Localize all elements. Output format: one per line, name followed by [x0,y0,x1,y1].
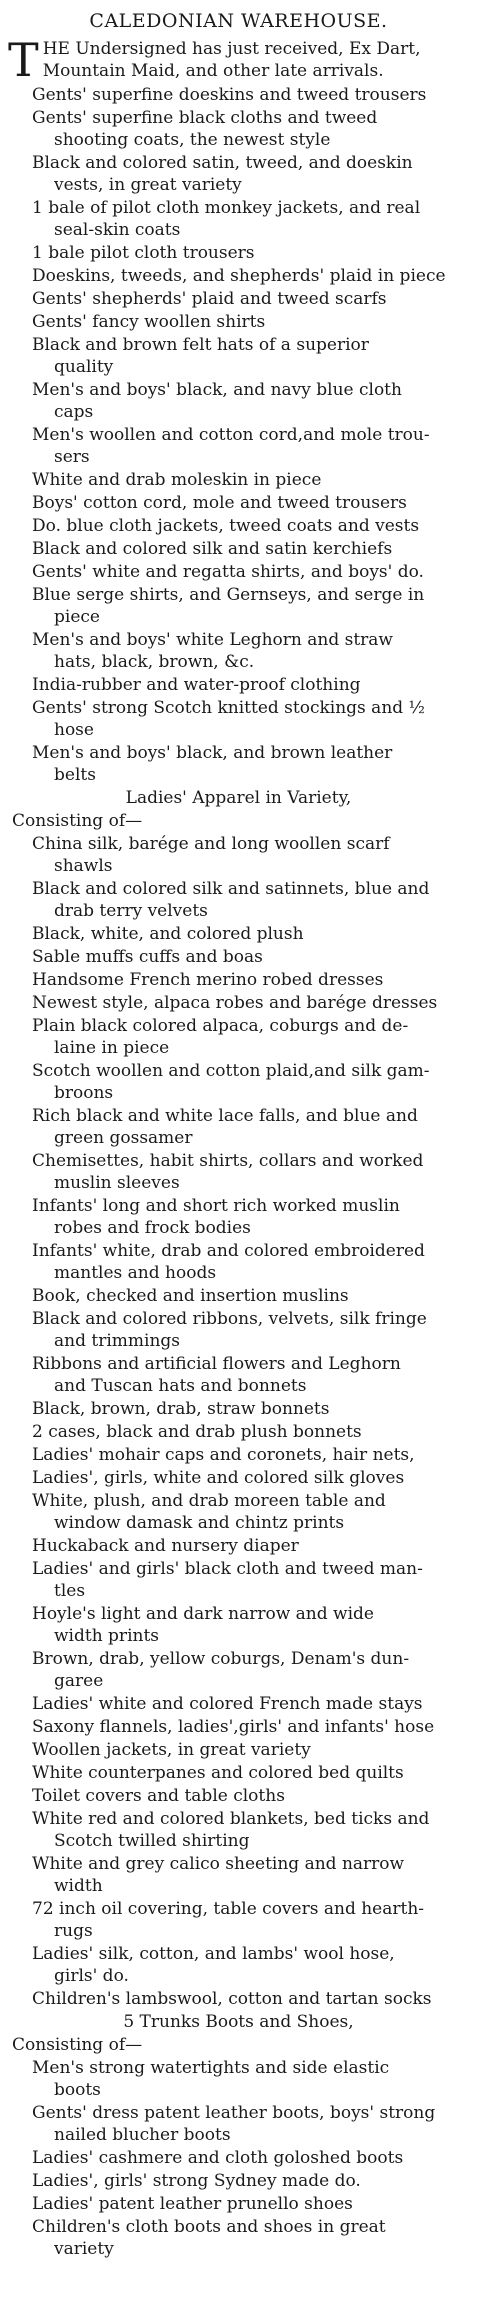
list-item-continuation: Scotch twilled shirting [54,1831,250,1851]
list-item-continuation: width prints [54,1626,160,1646]
list-item-line: Ladies', girls, white and colored silk gloves [32,1468,405,1488]
list-item-continuation: nailed blucher boots [54,2125,231,2145]
list-item [32,242,469,264]
list-item-line: Newest style, alpaca robes and barége dresses [32,993,438,1013]
list-item-continuation: hats, black, brown, &c. [54,652,255,672]
list-item [32,697,469,741]
list-item-line: Black and colored silk and satin kerchiefs [32,539,393,559]
list-item [32,515,469,537]
list-item-continuation: girls' do. [54,1966,129,1986]
list-item [32,1693,469,1715]
list-item [32,1988,469,2010]
list-item-continuation: drab terry velvets [54,901,208,921]
consisting-of-ladies: Consisting of— [12,811,143,831]
list-item-line: 2 cases, black and drab plush bonnets [32,1422,362,1442]
list-item [32,833,469,877]
list-item-continuation: robes and frock bodies [54,1218,251,1238]
list-item-line: Ladies' and girls' black cloth and tweed man- [32,1559,423,1579]
list-item [32,742,469,786]
list-item [32,1467,469,1489]
list-item-line: Men's strong watertights and side elastic [32,2058,390,2078]
list-item-continuation: garee [54,1671,104,1691]
list-item [32,1150,469,1194]
list-item-line: Huckaback and nursery diaper [32,1536,299,1556]
list-item-line: Ladies' white and colored French made stays [32,1694,423,1714]
list-item-continuation: vests, in great variety [54,175,242,195]
list-item [32,2193,469,2215]
list-item [32,2102,469,2146]
list-item-continuation: piece [54,607,100,627]
drop-cap: T [8,33,39,87]
list-item [32,1943,469,1987]
list-item [32,674,469,696]
list-item-line: Ladies' patent leather prunello shoes [32,2194,353,2214]
list-item-line: Ladies' silk, cotton, and lambs' wool hose, [32,1944,395,1964]
list-item [32,311,469,333]
list-item-line: Gents' dress patent leather boots, boys' strong [32,2103,436,2123]
list-item-line: Gents' white and regatta shirts, and boys' do. [32,562,424,582]
list-item-continuation: variety [54,2239,114,2259]
consisting-of-boots: Consisting of— [12,2035,143,2055]
list-item [32,561,469,583]
list-item-line: Ladies' mohair caps and coronets, hair nets, [32,1445,415,1465]
list-item [32,1240,469,1284]
list-item [32,2216,469,2260]
list-item [32,1308,469,1352]
list-item [32,1558,469,1602]
list-item [32,1853,469,1897]
list-item-continuation: laine in piece [54,1038,170,1058]
list-item [32,969,469,991]
list-item [32,197,469,241]
list-item-line: Toilet covers and table cloths [32,1786,285,1806]
list-item-line: White and grey calico sheeting and narrow [32,1854,405,1874]
list-item [32,1353,469,1397]
list-item [32,1015,469,1059]
list-item [32,469,469,491]
list-item-line: Rich black and white lace falls, and blue and [32,1106,418,1126]
list-item-line: Infants' white, drab and colored embroidered [32,1241,425,1261]
list-item [32,2147,469,2169]
list-item [32,878,469,922]
list-item [32,379,469,423]
list-item [32,1060,469,1104]
list-item-line: Black, white, and colored plush [32,924,304,944]
advert-intro [8,33,469,87]
list-item-line: India-rubber and water-proof clothing [32,675,361,695]
list-item [32,1762,469,1784]
list-item-line: Plain black colored alpaca, coburgs and de- [32,1016,409,1036]
list-item [32,1444,469,1466]
list-item-line: Scotch woollen and cotton plaid,and silk gam- [32,1061,430,1081]
list-item-line: 1 bale pilot cloth trousers [32,243,255,263]
advert-title: CALEDONIAN WAREHOUSE. [89,10,388,32]
list-item [32,1785,469,1807]
ladies-apparel-list [8,833,469,2010]
list-item-line: Saxony flannels, ladies',girls' and infants' hose [32,1717,435,1737]
list-item-continuation: green gossamer [54,1128,193,1148]
list-item-line: Blue serge shirts, and Gernseys, and serge in [32,585,425,605]
list-item-line: Black and colored satin, tweed, and doeskin [32,153,413,173]
list-item-line: Ladies' cashmere and cloth goloshed boots [32,2148,404,2168]
list-item-continuation: tles [54,1581,86,1601]
list-item [32,84,469,106]
list-item-continuation: hose [54,720,94,740]
list-item-continuation: muslin sleeves [54,1173,180,1193]
list-item-line: Gents' superfine black cloths and tweed [32,108,378,128]
list-item [32,1648,469,1692]
list-item-continuation: mantles and hoods [54,1263,217,1283]
list-item [32,1398,469,1420]
list-item [32,1716,469,1738]
list-item [32,1603,469,1647]
list-item-line: White, plush, and drab moreen table and [32,1491,386,1511]
list-item [32,992,469,1014]
list-item-line: Men's and boys' black, and navy blue cloth [32,380,402,400]
list-item [32,923,469,945]
list-item-line: Black and brown felt hats of a superior [32,335,369,355]
list-item [32,288,469,310]
list-item-line: Men's and boys' black, and brown leather [32,743,393,763]
list-item [32,107,469,151]
list-item-continuation: rugs [54,1921,93,1941]
list-item-continuation: shooting coats, the newest style [54,130,331,150]
list-item-line: Hoyle's light and dark narrow and wide [32,1604,374,1624]
list-item-continuation: width [54,1876,103,1896]
section-heading-boots: 5 Trunks Boots and Shoes, [123,2012,354,2032]
list-item-line: Infants' long and short rich worked muslin [32,1196,400,1216]
list-item [32,1285,469,1307]
list-item-continuation: and Tuscan hats and bonnets [54,1376,307,1396]
list-item-continuation: broons [54,1083,114,1103]
list-item-continuation: quality [54,357,114,377]
list-item-line: Gents' fancy woollen shirts [32,312,266,332]
list-item [32,265,469,287]
list-item-continuation: window damask and chintz prints [54,1513,345,1533]
list-item [32,334,469,378]
list-item-line: Boys' cotton cord, mole and tweed trousers [32,493,407,513]
list-item-line: Ribbons and artificial flowers and Leghorn [32,1354,401,1374]
list-item-line: White red and colored blankets, bed ticks and [32,1809,430,1829]
list-item-line: Doeskins, tweeds, and shepherds' plaid in piece [32,266,446,286]
list-item [32,1739,469,1761]
list-item-continuation: sers [54,447,90,467]
list-item [32,1195,469,1239]
list-item [32,1808,469,1852]
list-item-line: Black, brown, drab, straw bonnets [32,1399,330,1419]
list-item [32,152,469,196]
menswear-list [8,84,469,786]
boots-shoes-list [8,2057,469,2260]
list-item-line: Ladies', girls' strong Sydney made do. [32,2171,361,2191]
list-item-continuation: belts [54,765,96,785]
list-item-line: China silk, barége and long woollen scarf [32,834,390,854]
list-item-line: Brown, drab, yellow coburgs, Denam's dun- [32,1649,410,1669]
list-item-line: Book, checked and insertion muslins [32,1286,349,1306]
list-item [32,1105,469,1149]
list-item-line: Children's cloth boots and shoes in great [32,2217,386,2237]
list-item [32,584,469,628]
list-item [32,424,469,468]
list-item [32,2057,469,2101]
list-item [32,2170,469,2192]
list-item [32,946,469,968]
list-item [32,1535,469,1557]
list-item-line: Gents' shepherds' plaid and tweed scarfs [32,289,387,309]
list-item-line: Men's woollen and cotton cord,and mole trou- [32,425,430,445]
list-item [32,1898,469,1942]
list-item [32,492,469,514]
list-item-line: Sable muffs cuffs and boas [32,947,263,967]
list-item-line: 72 inch oil covering, table covers and hearth- [32,1899,425,1919]
list-item [32,1421,469,1443]
list-item-line: Do. blue cloth jackets, tweed coats and vests [32,516,420,536]
list-item-line: White and drab moleskin in piece [32,470,322,490]
list-item [32,538,469,560]
list-item-line: 1 bale of pilot cloth monkey jackets, and real [32,198,421,218]
list-item-line: Handsome French merino robed dresses [32,970,384,990]
list-item [32,629,469,673]
list-item-continuation: and trimmings [54,1331,180,1351]
list-item-line: Black and colored silk and satinnets, blue and [32,879,430,899]
list-item-line: Children's lambswool, cotton and tartan socks [32,1989,432,2009]
list-item-line: Woollen jackets, in great variety [32,1740,311,1760]
list-item-line: Black and colored ribbons, velvets, silk fringe [32,1309,427,1329]
list-item-line: Chemisettes, habit shirts, collars and worked [32,1151,424,1171]
intro-text: HE Undersigned has just received, Ex Dart, Mountain Maid, and other late arrivals. [42,39,421,81]
list-item-continuation: shawls [54,856,113,876]
section-heading-ladies: Ladies' Apparel in Variety, [125,788,352,808]
list-item-line: White counterpanes and colored bed quilts [32,1763,404,1783]
list-item-line: Gents' superfine doeskins and tweed trousers [32,85,427,105]
list-item-line: Gents' strong Scotch knitted stockings and ½ [32,698,426,718]
list-item-continuation: caps [54,402,94,422]
list-item-continuation: boots [54,2080,101,2100]
list-item [32,1490,469,1534]
list-item-line: Men's and boys' white Leghorn and straw [32,630,393,650]
list-item-continuation: seal-skin coats [54,220,181,240]
